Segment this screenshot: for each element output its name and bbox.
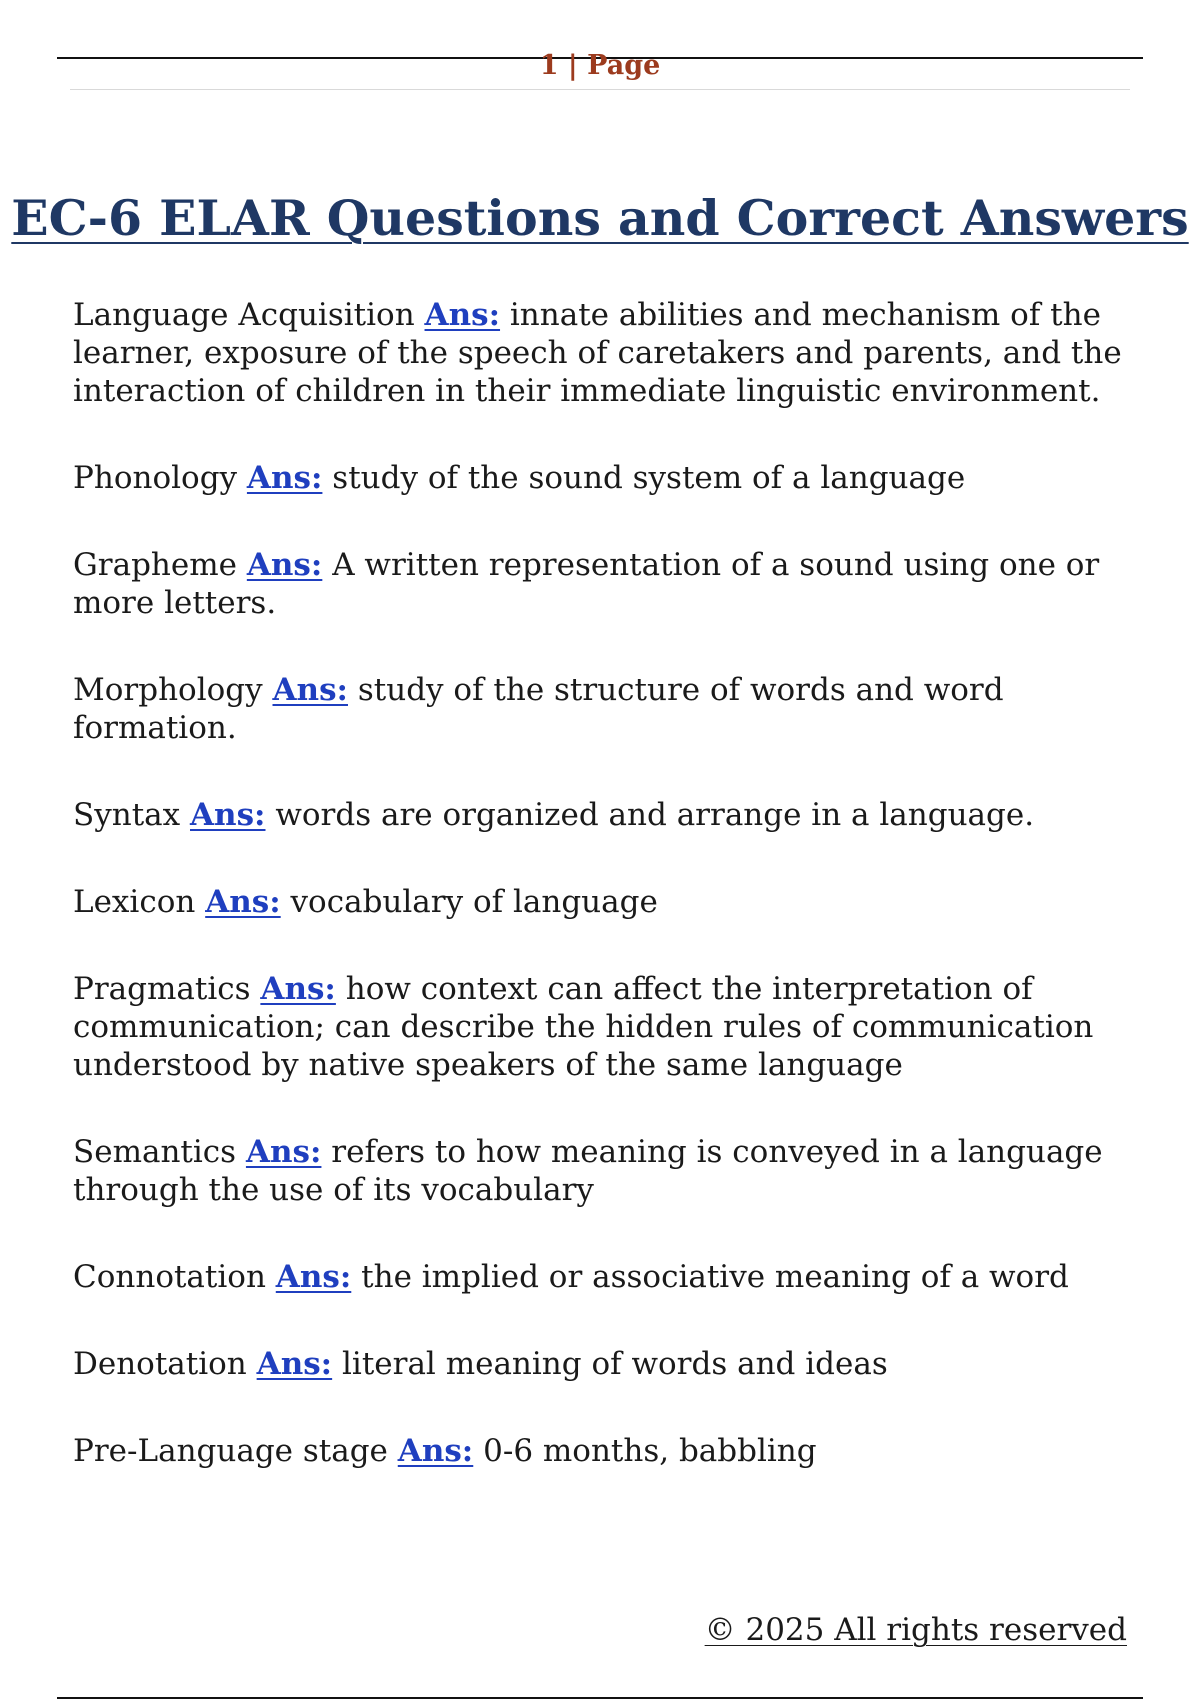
ans-link[interactable]: Ans: [397, 1433, 474, 1469]
qa-term: Grapheme [73, 547, 237, 583]
qa-term: Pragmatics [73, 971, 251, 1007]
ans-link[interactable]: Ans: [275, 1259, 352, 1295]
qa-answer: how context can affect the interpretation of communication; can describe the hidden rules of communication understood by native speakers of the same language [73, 971, 1094, 1083]
qa-answer: A written representation of a sound using one or more letters. [73, 547, 1100, 621]
qa-item [73, 459, 1138, 497]
ans-link[interactable]: Ans: [272, 672, 348, 708]
qa-item [73, 1432, 1138, 1470]
qa-answer: literal meaning of words and ideas [342, 1346, 888, 1382]
ans-link[interactable]: Ans: [424, 297, 501, 333]
qa-answer: study of the structure of words and word formation. [73, 672, 1004, 746]
qa-answer: innate abilities and mechanism of the learner, exposure of the speech of caretakers and parents, and the interaction of children in their immediate linguistic environment. [73, 297, 1122, 409]
qa-term: Language Acquisition [73, 297, 415, 333]
ans-link[interactable]: Ans: [205, 884, 281, 920]
qa-item [73, 796, 1138, 834]
qa-answer: 0-6 months, babbling [483, 1433, 817, 1469]
bottom-border-rule [57, 1697, 1143, 1699]
qa-item [73, 296, 1138, 410]
qa-term: Morphology [73, 672, 263, 708]
qa-item [73, 883, 1138, 921]
qa-answer: refers to how meaning is conveyed in a language through the use of its vocabulary [73, 1134, 1103, 1208]
document-title: EC-6 ELAR Questions and Correct Answers [11, 189, 1189, 247]
qa-answer: the implied or associative meaning of a word [361, 1259, 1069, 1295]
qa-term: Denotation [73, 1346, 247, 1382]
qa-answer: vocabulary of language [290, 884, 658, 920]
qa-term: Pre-Language stage [73, 1433, 388, 1469]
qa-term: Lexicon [73, 884, 196, 920]
header-divider [70, 89, 1130, 90]
qa-item [73, 970, 1138, 1084]
ans-link[interactable]: Ans: [246, 460, 323, 496]
ans-link[interactable]: Ans: [245, 1134, 322, 1170]
qa-term: Connotation [73, 1259, 266, 1295]
qa-item [73, 671, 1138, 747]
qa-item [73, 546, 1138, 622]
qa-list [73, 296, 1138, 1519]
ans-link[interactable]: Ans: [256, 1346, 333, 1382]
ans-link[interactable]: Ans: [190, 797, 266, 833]
qa-term: Semantics [73, 1134, 237, 1170]
qa-answer: study of the sound system of a language [332, 460, 966, 496]
ans-link[interactable]: Ans: [260, 971, 336, 1007]
qa-item [73, 1133, 1138, 1209]
qa-term: Syntax [73, 797, 181, 833]
page-number-header: 1 | Page [539, 50, 661, 81]
ans-link[interactable]: Ans: [246, 547, 323, 583]
qa-item [73, 1258, 1138, 1296]
qa-term: Phonology [73, 460, 238, 496]
qa-item [73, 1345, 1138, 1383]
qa-answer: words are organized and arrange in a language. [275, 797, 1035, 833]
copyright-footer: © 2025 All rights reserved [704, 1612, 1127, 1648]
